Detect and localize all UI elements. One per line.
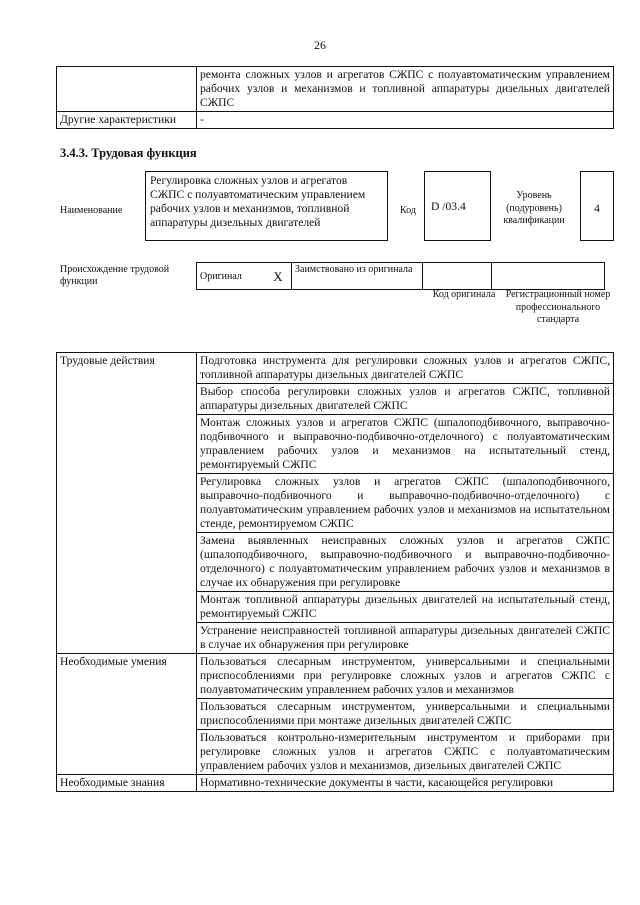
knowledge-item: Нормативно-технические документы в части, касающейся регулировки <box>197 775 614 792</box>
action-item: Замена выявленных неисправных сложных узлов и агрегатов СЖПС (шпалоподбивочного, выправочно-подбивочного и выправочно-подбивочно-отделочного) с полуавтоматическим управлением рабочих узлов и механизмов в случае их обнаружения при регулировке <box>197 533 614 592</box>
function-name-box: Регулировка сложных узлов и агрегатов СЖПС с полуавтоматическим управлением рабочих узлов и механизмов, топливной аппаратуры дизельных двигателей <box>145 171 388 241</box>
other-characteristics-label: Другие характеристики <box>57 112 197 129</box>
reg-number-caption: Регистрационный номер профессионального стандарта <box>505 289 611 325</box>
origin-table <box>196 262 605 290</box>
other-characteristics-value: - <box>197 112 614 129</box>
action-item: Подготовка инструмента для регулировки сложных узлов и агрегатов СЖПС, топливной аппаратуры дизельных двигателей СЖПС <box>197 353 614 384</box>
borrowed-label: Заимствовано из оригинала <box>292 263 423 290</box>
page-number: 26 <box>314 38 326 52</box>
reg-number-cell <box>492 263 605 290</box>
origin-label: Происхождение трудовой функции <box>60 264 170 287</box>
original-mark: X <box>265 263 292 290</box>
function-code-box: D /03.4 <box>424 171 491 241</box>
table-row <box>57 353 614 384</box>
table-row <box>57 67 614 112</box>
table-row <box>57 775 614 792</box>
section-title: 3.4.3. Трудовая функция <box>60 146 197 160</box>
code-original-cell <box>423 263 492 290</box>
actions-label: Трудовые действия <box>57 353 197 654</box>
skill-item: Пользоваться слесарным инструментом, универсальными и специальными приспособлениями при регулировке сложных узлов и агрегатов СЖПС с полуавтоматическим управлением рабочих узлов и механизмов <box>197 654 614 699</box>
skills-label: Необходимые умения <box>57 654 197 775</box>
table-cell-empty <box>57 67 197 112</box>
action-item: Регулировка сложных узлов и агрегатов СЖПС (шпалоподбивочного, выправочно-подбивочного и выправочно-подбивочно-отделочного) с полуавтоматическим управлением рабочих узлов и механизмов на испытательном стенде, ремонтируемом СЖПС <box>197 474 614 533</box>
table-cell: ремонта сложных узлов и агрегатов СЖПС с полуавтоматическим управлением рабочих узлов и механизмов и топливной аппаратуры дизельных двигателей СЖПС <box>197 67 614 112</box>
name-label: Наименование <box>60 205 123 216</box>
action-item: Устранение неисправностей топливной аппаратуры дизельных двигателей СЖПС в случае их обнаружения при регулировке <box>197 623 614 654</box>
function-details-table <box>56 352 614 792</box>
table-row <box>57 654 614 699</box>
action-item: Монтаж сложных узлов и агрегатов СЖПС (шпалоподбивочного, выправочно-подбивочного и выправочно-подбивочно-отделочного) с полуавтоматическим управлением рабочих узлов и механизмов на испытательный стенд, ремонтируемый СЖПС <box>197 415 614 474</box>
qualification-level-label: Уровень (подуровень) квалификации <box>503 190 565 226</box>
table-row <box>57 112 614 129</box>
action-item: Выбор способа регулировки сложных узлов и агрегатов СЖПС, топливной аппаратуры дизельных двигателей СЖПС <box>197 384 614 415</box>
skill-item: Пользоваться слесарным инструментом, универсальными и специальными приспособлениями при монтаже дизельных двигателей СЖПС <box>197 699 614 730</box>
code-label: Код <box>400 205 416 216</box>
table-row <box>197 263 605 290</box>
qualification-level-box: 4 <box>580 171 614 241</box>
knowledge-label: Необходимые знания <box>57 775 197 792</box>
skill-item: Пользоваться контрольно-измерительным инструментом и приборами при регулировке сложных узлов и агрегатов СЖПС с полуавтоматическим управлением рабочих узлов и механизмов, дизельных двигателей СЖПС <box>197 730 614 775</box>
continuation-table <box>56 66 614 129</box>
original-label: Оригинал <box>197 263 266 290</box>
action-item: Монтаж топливной аппаратуры дизельных двигателей на испытательный стенд, ремонтируемый СЖПС <box>197 592 614 623</box>
code-original-caption: Код оригинала <box>432 289 496 300</box>
